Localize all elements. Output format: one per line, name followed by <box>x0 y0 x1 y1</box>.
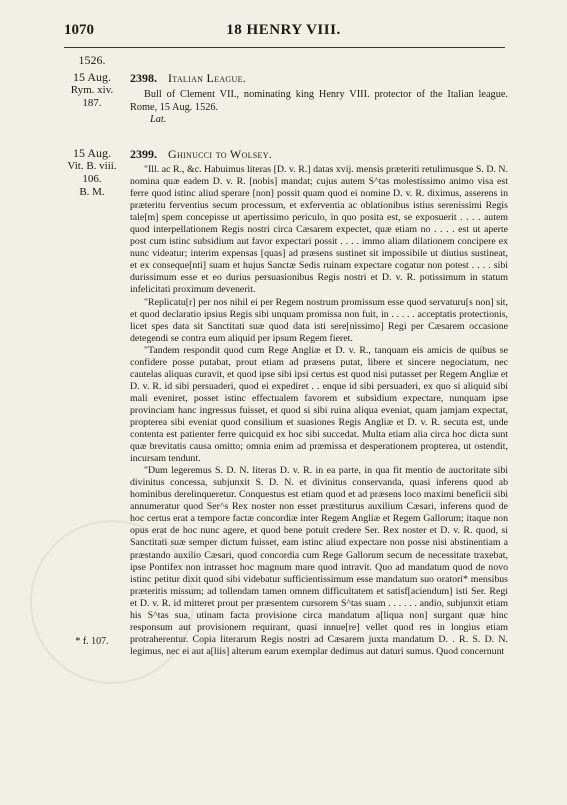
entry-2399-heading <box>130 147 272 162</box>
entry-paragraph: "Dum legeremus S. D. N. literas D. v. R. in ea parte, in qua fit mentio de auctoritate sibi divinitus concessa, subjunxit S. D. N. et divinitus conservanda, quasi inferens quod ab hominibus derelinqueretur. Conquestus est etiam quod et ad præsens loco maximi beneficii sibi annumeratur quod Ser^s Rex noster non esset præstiturus auxilium Cæsari, inferens quod de hoc certus erat a tempore factæ concordiæ inter Regem Angliæ et Regem Gallorum; itaque non opus erat de hoc nunc agere, et quod bene potuit credere Ser. Rex noster et D. v. R. quod, si Sanctitati suæ semper dictum fuisset, eam istinc aliud expectare non posse nisi abstinentiam a præstando auxilio Cæsari, quod concordia cum Rege Gallorum secum de necessitate traxebat, ipse Pontifex non intrasset hoc magnum mare quod intravit. Quo ad mandatum quod de novo istinc petitur dixit quod sibi videbatur sufficientissimum esse mandatum suo oratori* mensibus præteritis missum; ad tollendam tamen omnem difficultatem et satisf[aciendum] isti Ser. Regi et D. v. R. id mitteret prout per præsentem cursorem S^tas suam . . . . . . andio, subjunxit etiam his S^tas sua, utinam facta provisione circa mandatum a[liqua non] surgant quæ hinc responsum aut provisionem requirant, quasi innue[re] vellet quod res in longius etiam protraherentur. Copia literarum Regis nostri ad Cæsarem juxta mandatum D. . R. S. D. N. legimus, nec ei aut a[liis] alterum earum exemplar dedimus aut daturi sumus. Quod concernunt <box>130 465 508 657</box>
entry-ref: Rym. xiv. <box>70 84 114 96</box>
entry-paragraph: "Replicatu[r] per nos nihil ei per Regem nostrum promissum esse quod servaturu[s non] sit, et quod declaratio ipsius Regis sibi unquam promissa non fuit, in . . . . . acceptatis protectionis, licet spes data sit Sanctitati suæ quod data isti sere[nissimo] Regi per Cæsarem occasione detegendi se contra eum aliquid per ipsum Regem fieret. <box>130 296 508 344</box>
entry-number: 2399. <box>130 147 157 161</box>
entry-number: 2398. <box>130 71 157 85</box>
entry-2399-margin <box>64 147 120 199</box>
running-head: 18 HENRY VIII. <box>226 22 341 38</box>
entry-paragraph: Bull of Clement VII., nominating king Henry VIII. protector of the Italian league. Rome, 15 Aug. 1526. <box>130 89 508 113</box>
header-rule <box>64 47 505 48</box>
page-number: 1070 <box>64 22 94 38</box>
entry-paragraph: "Ill. ac R., &c. Habuimus literas [D. v. R.] datas xvij. mensis præteriti retulimusque S. D. N. nomina quæ eadem D. v. R. [nobis] mandat; cujus autem S^tas molestissimo animo visa est ferre quod istinc aliud sperare [non] possit quam quod ei nomine D. v. R. diximus, asserens in præteritu ferventius secum processum, et exferventia ac oblationibus istius serenissimi Regis tale[m] spem concepisse ut apertissimo periculo, in quo posita est, se exposuerit . . . . autem quod interpellationem Regis nostri circa Cæsarem expectet, quæ etiam no . . . . est ut aperte post cum istinc subsidium aut favor expectari possit . . . . immo aliam dilationem concipere ex nunc videatur; interim expensas [quas] ad præsens sustinet sit impossibile ut diutius sustineat, et ex conseque[nti] suam et hujus Sanctæ Sedis ruinam expectare cogatur non potest . . . . sibi durissimum esse et eo durius persuasionibus Regis nostri et D. v. R. potissimum in statum infelicitati proximum devenerit. <box>130 164 508 296</box>
entry-2398-heading <box>130 71 246 86</box>
entry-ref: Vit. B. viii. <box>67 160 117 172</box>
entry-ref: 106. <box>82 173 102 185</box>
entry-title: Ghinucci to Wolsey. <box>168 147 273 161</box>
entry-date: 15 Aug. <box>72 146 111 160</box>
entry-2398-margin <box>64 71 120 110</box>
entry-ref: 187. <box>82 97 102 109</box>
margin-year: 1526. <box>78 53 106 67</box>
page-header <box>0 22 567 46</box>
entry-paragraph: "Tandem respondit quod cum Rege Angliæ et D. v. R., tanquam eis amicis de quibus se confidere posse putabat, prout etiam ad præsens putat, libere et sincere negociatum, nec cautelas aliquas curavit, et quod ipse sibi ipsi certus est quod nisi putasset per Regem Angliæ et D. v. R. id sibi persuaderi, quod ei expediret . . enque id sibi persuaderi, ex quo si aliquid sibi mali eveniret, posset istinc effectualem favorem et subsidium expectare, nunquam ipse provinciam hanc ingressus fuisset, et quod si sibi ruina aliqua eveniat, quam jamjam expectat, propterea sibi eveniat quod consilium et suasiones Regis Angliæ et D. v. R. secuta est, unde contenta est patienter ferre quicquid ex hoc sibi succedat. Multa etiam alia circa hoc dicta sunt quæ brevitatis causa omitto; omnia enim ad præmissa et desperationem propterea, ut ostendit, incursam tendunt. <box>130 344 508 465</box>
entry-date: 15 Aug. <box>72 70 111 84</box>
entry-ref: B. M. <box>79 186 105 198</box>
folio-marker: * f. 107. <box>75 636 109 647</box>
entry-2398-body <box>130 89 508 127</box>
entry-title: Italian League. <box>168 71 247 85</box>
language-note: Lat. <box>150 114 167 126</box>
